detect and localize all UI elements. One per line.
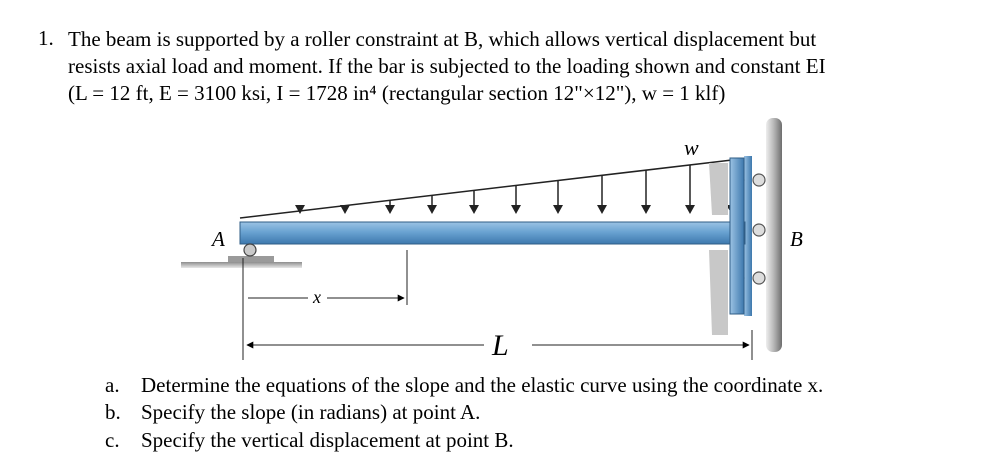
beam-end-plate	[730, 158, 744, 314]
wall-block-bottom	[709, 250, 728, 335]
question-b-text: Specify the slope (in radians) at point A.	[141, 400, 481, 424]
load-arrow-head	[340, 205, 350, 214]
load-arrow-head	[385, 205, 395, 214]
question-a-text: Determine the equations of the slope and the elastic curve using the coordinate x.	[141, 373, 824, 397]
question-c-label: c.	[105, 428, 120, 452]
question-a-label: a.	[105, 373, 120, 397]
label-b: B	[790, 227, 803, 251]
question-a	[105, 372, 823, 398]
load-arrow-head	[553, 205, 563, 214]
distributed-load	[240, 160, 738, 218]
load-arrow-head	[641, 205, 651, 214]
ground	[181, 262, 302, 268]
problem-number: 1.	[38, 26, 54, 50]
roller-support-a	[181, 244, 302, 268]
problem-line-2: resists axial load and moment. If the bar is subjected to the loading shown and constant EI	[68, 54, 826, 78]
load-arrow-head	[427, 205, 437, 214]
load-envelope	[240, 160, 732, 218]
load-arrow-head	[685, 205, 695, 214]
load-arrow-head	[511, 205, 521, 214]
label-w: w	[684, 135, 699, 160]
question-c	[105, 427, 514, 453]
roller-wheel	[244, 244, 256, 256]
load-arrow-head	[295, 205, 305, 214]
question-c-text: Specify the vertical displacement at point B.	[141, 428, 514, 452]
wall	[766, 118, 782, 352]
problem-line-1: The beam is supported by a roller constraint at B, which allows vertical displacement but	[68, 27, 817, 51]
support-plate	[228, 256, 274, 262]
beam	[240, 222, 745, 244]
load-arrows	[295, 165, 695, 214]
load-arrow-head	[469, 205, 479, 214]
label-l: L	[492, 329, 509, 362]
question-b-label: b.	[105, 400, 121, 424]
load-arrow-head	[597, 205, 607, 214]
question-b	[105, 399, 480, 425]
label-a: A	[212, 227, 225, 251]
label-x: x	[313, 287, 321, 307]
wall-block-top	[709, 163, 728, 215]
problem-line-3: (L = 12 ft, E = 3100 ksi, I = 1728 in⁴ (rectangular section 12"×12"), w = 1 klf)	[68, 81, 726, 105]
